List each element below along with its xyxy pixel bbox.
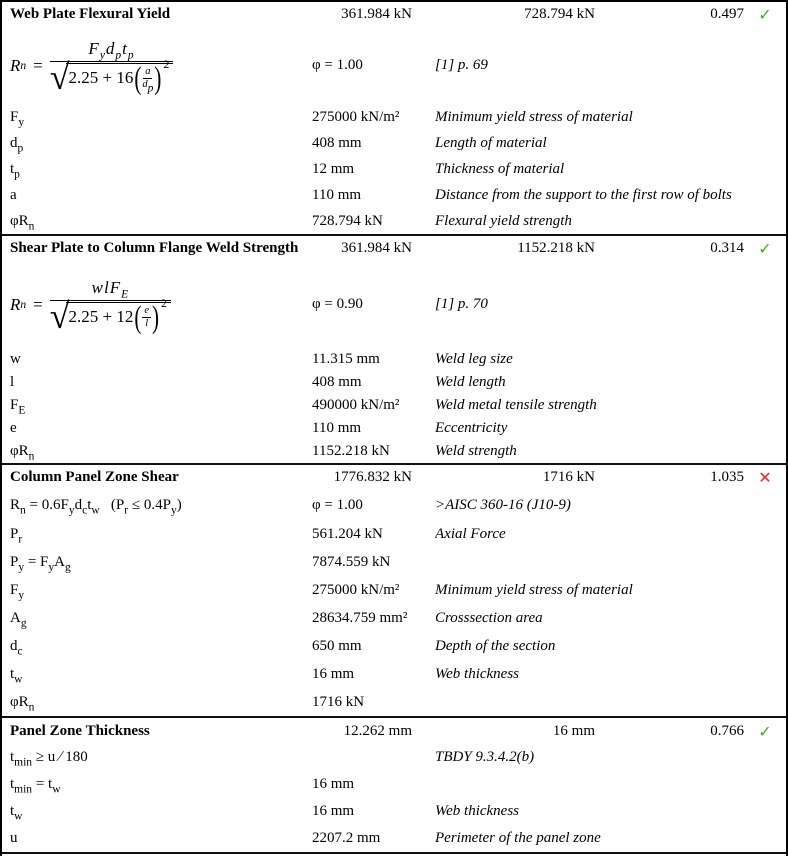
section-panel-zone-thickness bbox=[2, 718, 786, 854]
parameter-description: Axial Force bbox=[435, 525, 506, 542]
parameter-value: 1152.218 kN bbox=[312, 443, 390, 459]
utilization-ratio: 0.497 bbox=[710, 6, 744, 22]
utilization-ratio: 0.314 bbox=[710, 240, 744, 256]
demand-value: 361.984 kN bbox=[341, 6, 412, 22]
fraction bbox=[49, 277, 171, 336]
parameter-symbol: $t_p$ bbox=[10, 160, 20, 180]
phi-factor: φ = 1.00 bbox=[312, 496, 363, 513]
parameter-description: Crosssection area bbox=[435, 609, 543, 626]
open-paren: ( bbox=[134, 298, 142, 335]
parameter-row bbox=[2, 825, 786, 852]
radicand: 2.25 + 12 ( e l ) 2 bbox=[66, 302, 172, 330]
parameter-value: 16 mm bbox=[312, 803, 355, 819]
parameter-value: 650 mm bbox=[312, 637, 362, 654]
fraction-numerator: wlF$_E$ bbox=[91, 277, 130, 300]
check-header-row bbox=[2, 2, 786, 27]
parameter-row bbox=[2, 208, 786, 234]
parameter-row bbox=[2, 371, 786, 394]
code-reference: [1] p. 69 bbox=[435, 57, 488, 73]
parameter-value: 2207.2 mm bbox=[312, 830, 381, 846]
capacity-value: 728.794 kN bbox=[524, 6, 595, 22]
parameter-row bbox=[2, 130, 786, 156]
parameter-symbol: $\varphi R_n$ bbox=[10, 212, 35, 232]
formula-row bbox=[2, 261, 786, 348]
capacity-value: 16 mm bbox=[552, 722, 595, 739]
parameter-value: 12 mm bbox=[312, 160, 355, 177]
parameter-symbol: $F_y$ bbox=[10, 581, 25, 601]
fraction-numerator: $F_yd_pt_p$ bbox=[88, 38, 135, 61]
parameter-symbol: $\varphi R_n$ bbox=[10, 693, 35, 713]
parameter-symbol: $P_r$ bbox=[10, 525, 23, 545]
parameter-description: Web thickness bbox=[435, 803, 520, 819]
parameter-description: Eccentricity bbox=[435, 420, 508, 436]
parameter-description: Perimeter of the panel zone bbox=[435, 830, 601, 846]
status-check-icon: ✓ bbox=[758, 721, 772, 741]
parameter-description: Weld strength bbox=[435, 443, 517, 459]
code-reference: [1] p. 70 bbox=[435, 296, 488, 312]
parameter-description: Weld metal tensile strength bbox=[435, 397, 597, 413]
parameter-symbol: $t_{min} = t_w$ bbox=[10, 776, 61, 796]
parameter-description: Thickness of material bbox=[435, 160, 565, 177]
inner-fraction: a $d_p$ bbox=[142, 65, 154, 95]
parameter-value: 16 mm bbox=[312, 665, 355, 682]
equals-sign: = bbox=[33, 294, 43, 314]
parameter-value: 408 mm bbox=[312, 134, 362, 151]
parameter-value: 728.794 kN bbox=[312, 212, 383, 229]
parameter-row bbox=[2, 660, 786, 688]
radicand: 2.25 + 16 ( a $d_p$ ) 2 bbox=[66, 63, 174, 91]
close-paren: ) bbox=[154, 59, 162, 96]
parameter-description: Minimum yield stress of material bbox=[435, 108, 633, 125]
check-header-row bbox=[2, 465, 786, 490]
section-web-plate-flexural-yield bbox=[2, 2, 786, 236]
utilization-ratio: 1.035 bbox=[710, 469, 744, 485]
criterion-formula: $t_{min} \ge u$ ∕ 180 bbox=[10, 749, 88, 769]
status-check-icon: ✓ bbox=[758, 239, 772, 258]
parameter-symbol: $\varphi R_n$ bbox=[10, 443, 35, 463]
parameter-symbol: l bbox=[10, 374, 15, 390]
section-title: Web Plate Flexural Yield bbox=[10, 6, 171, 22]
formula-row bbox=[2, 27, 786, 104]
parameter-row bbox=[2, 394, 786, 417]
parameter-row bbox=[2, 520, 786, 548]
parameter-symbol: $t_w$ bbox=[10, 803, 23, 823]
parameter-row bbox=[2, 348, 786, 371]
parameter-row bbox=[2, 548, 786, 576]
parameter-row bbox=[2, 104, 786, 130]
parameter-symbol: $F_E$ bbox=[10, 397, 26, 417]
parameter-row bbox=[2, 798, 786, 825]
capacity-value: 1152.218 kN bbox=[517, 240, 595, 256]
formula-row bbox=[2, 490, 786, 520]
parameter-row bbox=[2, 604, 786, 632]
radical-sign: √ bbox=[49, 295, 70, 336]
parameter-description: Weld length bbox=[435, 374, 506, 390]
capacity-value: 1716 kN bbox=[542, 469, 595, 485]
check-header-row bbox=[2, 718, 786, 744]
status-cross-icon: ✕ bbox=[758, 468, 772, 487]
parameter-description: Weld leg size bbox=[435, 351, 513, 367]
demand-value: 361.984 kN bbox=[341, 240, 412, 256]
parameter-description: Web thickness bbox=[435, 665, 520, 682]
demand-value: 1776.832 kN bbox=[333, 469, 412, 485]
parameter-symbol: $P_y = F_yA_g$ bbox=[10, 553, 71, 573]
criterion-row bbox=[2, 744, 786, 771]
parameter-value: 11.315 mm bbox=[312, 351, 380, 367]
parameter-symbol: u bbox=[10, 830, 18, 846]
inner-fraction: e l bbox=[144, 304, 150, 329]
status-check-icon: ✓ bbox=[758, 5, 772, 24]
parameter-value: 110 mm bbox=[312, 186, 362, 203]
parameter-symbol: $d_c$ bbox=[10, 637, 23, 657]
section-weld-strength bbox=[2, 236, 786, 465]
parameter-value: 275000 kN/m² bbox=[312, 581, 400, 598]
equation: R n = $F_yd_pt_p$ √ 2.25 + 16 ( a $d_p$ ) 2 bbox=[10, 39, 312, 93]
code-reference: TBDY 9.3.4.2(b) bbox=[435, 749, 535, 765]
parameter-description: Depth of the section bbox=[435, 637, 556, 654]
demand-value: 12.262 mm bbox=[343, 722, 412, 739]
parameter-row bbox=[2, 688, 786, 716]
parameter-value: 28634.759 mm² bbox=[312, 609, 408, 626]
utilization-ratio: 0.766 bbox=[710, 722, 744, 739]
parameter-value: 275000 kN/m² bbox=[312, 108, 400, 125]
equation-lhs: R bbox=[10, 55, 21, 75]
check-header-row bbox=[2, 236, 786, 261]
parameter-symbol: a bbox=[10, 186, 17, 203]
parameter-row bbox=[2, 156, 786, 182]
open-paren: ( bbox=[134, 59, 142, 96]
code-reference: >AISC 360-16 (J10-9) bbox=[435, 496, 571, 513]
radical-sign: √ bbox=[49, 56, 70, 97]
parameter-row bbox=[2, 632, 786, 660]
next-section-partial bbox=[2, 854, 786, 859]
parameter-value: 1716 kN bbox=[312, 693, 365, 710]
parameter-value: 490000 kN/m² bbox=[312, 397, 400, 413]
section-title: Shear Plate to Column Flange Weld Strength bbox=[10, 240, 299, 256]
parameter-description: Distance from the support to the first row of bolts bbox=[435, 186, 732, 203]
equation-lhs: R bbox=[10, 294, 21, 314]
parameter-description: Minimum yield stress of material bbox=[435, 581, 633, 598]
fraction bbox=[49, 38, 174, 97]
section-title: Panel Zone Thickness bbox=[10, 722, 150, 739]
parameter-symbol: $t_w$ bbox=[10, 665, 23, 685]
phi-factor: φ = 1.00 bbox=[312, 57, 363, 73]
equation: $R_n = 0.6F_yd_ct_w$ $(P_r \le 0.4P_y)$ bbox=[10, 496, 182, 516]
equation: R n = wlF$_E$ √ 2.25 + 12 ( e l ) 2 bbox=[10, 278, 312, 332]
parameter-symbol: $F_y$ bbox=[10, 108, 25, 128]
parameter-symbol: w bbox=[10, 351, 21, 367]
parameter-row bbox=[2, 417, 786, 440]
parameter-value: 16 mm bbox=[312, 776, 355, 792]
section-panel-zone-shear bbox=[2, 465, 786, 718]
parameter-value: 408 mm bbox=[312, 374, 362, 390]
parameter-row bbox=[2, 771, 786, 798]
parameter-row bbox=[2, 576, 786, 604]
parameter-symbol: $d_p$ bbox=[10, 134, 24, 154]
equals-sign: = bbox=[33, 55, 43, 75]
parameter-value: 110 mm bbox=[312, 420, 362, 436]
parameter-description: Length of material bbox=[435, 134, 547, 151]
parameter-symbol: $A_g$ bbox=[10, 609, 27, 629]
section-title: Column Panel Zone Shear bbox=[10, 469, 179, 485]
parameter-symbol: e bbox=[10, 420, 17, 436]
parameter-row bbox=[2, 182, 786, 208]
parameter-row bbox=[2, 440, 786, 463]
parameter-value: 561.204 kN bbox=[312, 525, 383, 542]
phi-factor: φ = 0.90 bbox=[312, 296, 363, 312]
parameter-value: 7874.559 kN bbox=[312, 553, 391, 570]
parameter-description: Flexural yield strength bbox=[435, 212, 572, 229]
close-paren: ) bbox=[152, 298, 160, 335]
